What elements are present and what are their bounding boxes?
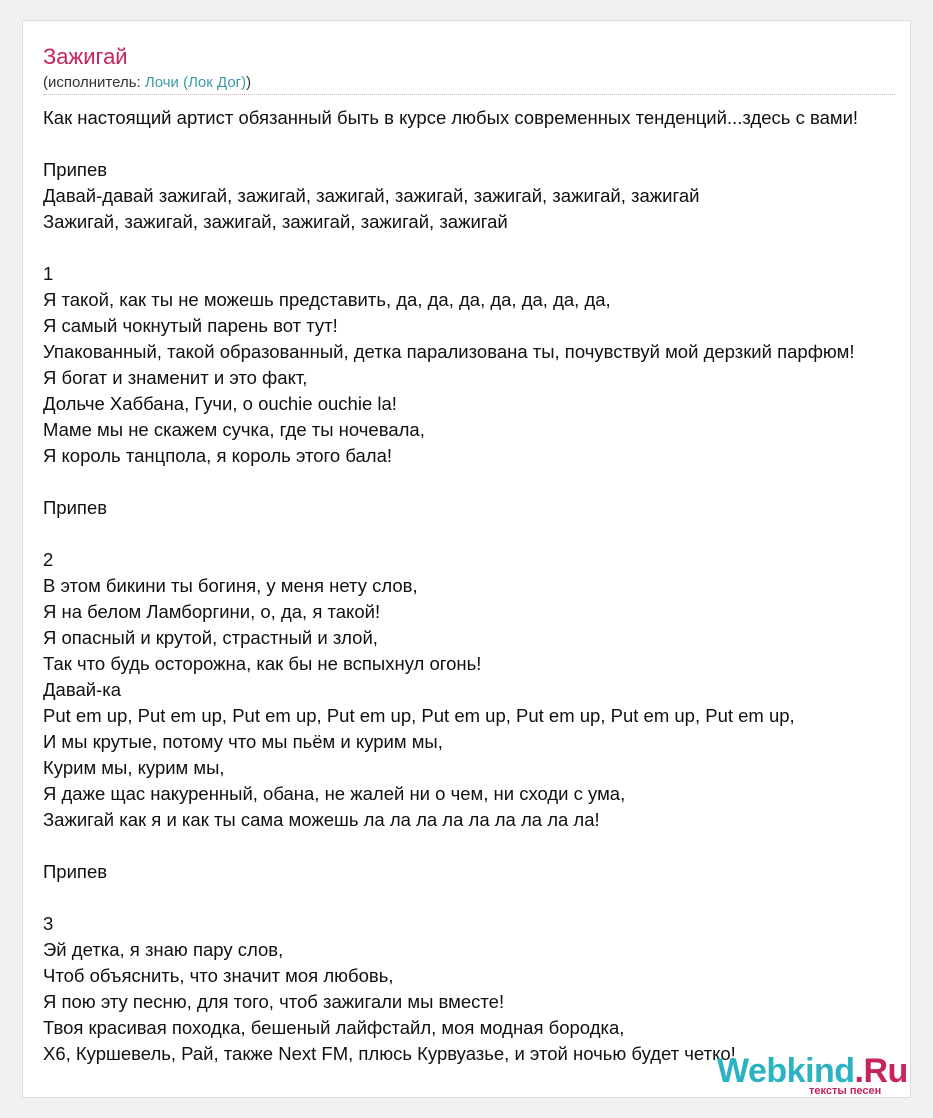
lyric-line: Я на белом Ламборгини, о, да, я такой!: [43, 601, 381, 622]
lyric-blank-line: [43, 235, 911, 261]
performer-line: [43, 73, 251, 93]
lyric-line: 1: [43, 263, 54, 284]
lyric-line: Курим мы, курим мы,: [43, 757, 225, 778]
lyric-line: Чтоб объяснить, что значит моя любовь,: [43, 965, 394, 986]
lyric-blank-line: [43, 521, 911, 547]
lyric-line: Твоя красивая походка, бешеный лайфстайл, моя модная бородка,: [43, 1017, 625, 1038]
lyric-line: Я король танцпола, я король этого бала!: [43, 445, 392, 466]
lyric-line: Эй детка, я знаю пару слов,: [43, 939, 284, 960]
title-divider: [43, 94, 895, 95]
lyric-line: Припев: [43, 861, 108, 882]
lyric-line: 2: [43, 549, 54, 570]
lyric-blank-line: [43, 885, 911, 911]
lyric-line: Я опасный и крутой, страстный и злой,: [43, 627, 378, 648]
lyric-line: И мы крутые, потому что мы пьём и курим мы,: [43, 731, 443, 752]
lyric-line: Put em up, Put em up, Put em up, Put em up, Put em up, Put em up, Put em up, Put em up,: [43, 705, 795, 726]
lyric-blank-line: [43, 131, 911, 157]
lyric-blank-line: [43, 469, 911, 495]
lyric-line: Я самый чокнутый парень вот тут!: [43, 315, 338, 336]
lyric-line: Дольче Хаббана, Гучи, о ouchie ouchie la!: [43, 393, 397, 414]
performer-prefix: (исполнитель:: [43, 74, 145, 91]
lyric-line: Маме мы не скажем сучка, где ты ночевала,: [43, 419, 425, 440]
artist-link[interactable]: Лочи (Лок Дог): [144, 74, 247, 91]
logo-brand-tld: .Ru: [854, 1052, 908, 1090]
lyric-line: Давай-давай зажигай, зажигай, зажигай, зажигай, зажигай, зажигай, зажигай: [43, 185, 700, 206]
lyric-line: Припев: [43, 497, 108, 518]
lyric-line: 3: [43, 913, 54, 934]
lyrics-text: [43, 105, 911, 1067]
logo-tagline: тексты песен: [809, 1085, 882, 1097]
webkind-logo[interactable]: [717, 1051, 909, 1097]
lyric-line: Упакованный, такой образованный, детка парализована ты, почувствуй мой дерзкий парфюм!: [43, 341, 855, 362]
lyric-line: Давай-ка: [43, 679, 122, 700]
lyric-line: Припев: [43, 159, 108, 180]
lyric-line: В этом бикини ты богиня, у меня нету слов,: [43, 575, 418, 596]
lyric-line: X6, Куршевель, Рай, также Next FM, плюсь Курвуазье, и этой ночью будет четко!: [43, 1043, 736, 1064]
lyric-line: Так что будь осторожна, как бы не вспыхнул огонь!: [43, 653, 482, 674]
song-title: Зажигай: [43, 44, 128, 69]
lyric-blank-line: [43, 833, 911, 859]
performer-suffix: ): [246, 74, 252, 91]
lyric-line: Зажигай как я и как ты сама можешь ла ла ла ла ла ла ла ла ла!: [43, 809, 600, 830]
lyrics-card: [22, 20, 911, 1098]
lyric-line: Зажигай, зажигай, зажигай, зажигай, зажигай, зажигай: [43, 211, 508, 232]
logo-brand-name: Webkind: [717, 1052, 855, 1090]
lyric-line: Я пою эту песню, для того, чтоб зажигали мы вместе!: [43, 991, 505, 1012]
lyric-line: Я такой, как ты не можешь представить, да, да, да, да, да, да, да,: [43, 289, 611, 310]
lyric-line: Я богат и знаменит и это факт,: [43, 367, 308, 388]
lyric-line: Я даже щас накуренный, обана, не жалей ни о чем, ни сходи с ума,: [43, 783, 626, 804]
lyric-line: Как настоящий артист обязанный быть в курсе любых современных тенденций...здесь с вами!: [43, 107, 859, 128]
